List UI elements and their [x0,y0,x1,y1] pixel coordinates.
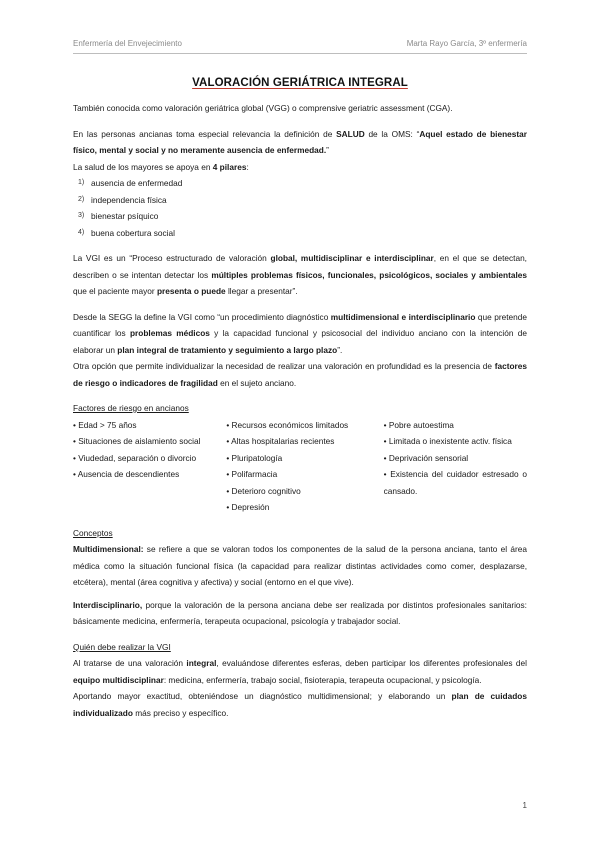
list-item: • Pluripatología [226,452,283,463]
aportando-paragraph: Aportando mayor exactitud, obteniéndose un diagnóstico multidimensional; y elaborando un plan de cuidados individualizado más preciso y específico. [73,691,527,718]
multidimensional-paragraph: Multidimensional: se refiere a que se valoran todos los componentes de la salud de la persona anciana, tanto el área médica como la situación funcional física (la capacidad para realizar distintas actividades como comer, desplazarse, etcétera), mental (área cognitiva y afectiva) y social (entorno en el que vive). [73,544,527,587]
page-header [73,37,527,54]
list-item: • Ausencia de descendientes [73,469,180,479]
list-item: • Polifarmacia [226,469,278,479]
header-course: Enfermería del Envejecimiento [73,39,182,48]
intro-paragraph: También conocida como valoración geriátrica global (VGG) o comprensive geriatric assessment (CGA). [73,103,453,113]
pilares-list [73,175,527,241]
list-item: • Deprivación sensorial [383,452,469,463]
list-item: 2) independencia física [78,194,167,205]
interdisciplinario-paragraph: Interdisciplinario, porque la valoración de la persona anciana debe ser realizada por distintos profesionales sanitarios: básicamente medicina, enfermería, terapeuta ocupacional, psicología y trabajador social. [73,599,527,626]
salud-paragraph: En las personas ancianas toma especial relevancia la definición de SALUD de la OMS: “Aquel estado de bienestar físico, mental y social y no meramente ausencia de enfermedad.” [73,128,528,155]
factores-col-2 [226,417,383,516]
list-item: • Viudedad, separación o divorcio [73,452,197,463]
list-item: • Limitada o inexistente activ. física [383,436,512,446]
list-item: • Recursos económicos limitados [226,419,349,430]
segg-definition: Desde la SEGG la define la VGI como “un procedimiento diagnóstico multidimensional e interdisciplinario que pretende cuantificar los problemas médicos y la capacidad funcional y psicosocial del individuo anciano con la intención de elaborar un plan integral de tratamiento y seguimiento a largo plazo”. [73,311,527,355]
list-item: 3) bienestar psíquico [78,211,159,221]
list-item: • Pobre autoestima [383,419,454,430]
list-item: • Edad > 75 años [73,419,137,430]
conceptos-heading: Conceptos [73,527,113,538]
list-item: • Depresión [226,502,270,512]
factores-columns [73,417,527,516]
list-item: • Altas hospitalarias recientes [226,436,335,446]
document-title: VALORACIÓN GERIÁTRICA INTEGRAL [192,77,408,89]
document-body [73,100,527,721]
factores-col-3 [384,417,527,516]
factores-col-1 [73,417,226,516]
list-item: 4) buena cobertura social [78,227,175,238]
quien-heading: Quién debe realizar la VGI [73,641,171,652]
list-item: 1) ausencia de enfermedad [78,178,183,188]
list-item: • Situaciones de aislamiento social [73,436,201,446]
factores-heading: Factores de riesgo en ancianos [73,403,189,413]
otra-opcion: Otra opción que permite individualizar la necesidad de realizar una valoración en profundidad es la presencia de factores de riesgo o indicadores de fragilidad en el sujeto anciano. [73,361,527,388]
vgi-definition: La VGI es un “Proceso estructurado de valoración global, multidisciplinar e interdisciplinar, en el que se detectan, describen o se intentan detectar los múltiples problemas físicos, funcionales, psicológicos, sociales y ambientales que el paciente mayor presenta o puede llegar a presentar”. [73,253,528,296]
page-number: 1 [522,801,527,810]
quien-paragraph: Al tratarse de una valoración integral, evaluándose diferentes esferas, deben participar los diferentes profesionales del equipo multidisciplinar: medicina, enfermería, trabajo social, fisioterapia, terapeuta ocupacional, y psicología. [73,658,528,685]
header-author: Marta Rayo García, 3º enfermería [406,39,527,48]
list-item: • Existencia del cuidador estresado o cansado. [383,469,527,496]
list-item: • Deterioro cognitivo [226,485,301,496]
pilares-intro: La salud de los mayores se apoya en 4 pilares: [73,161,249,172]
